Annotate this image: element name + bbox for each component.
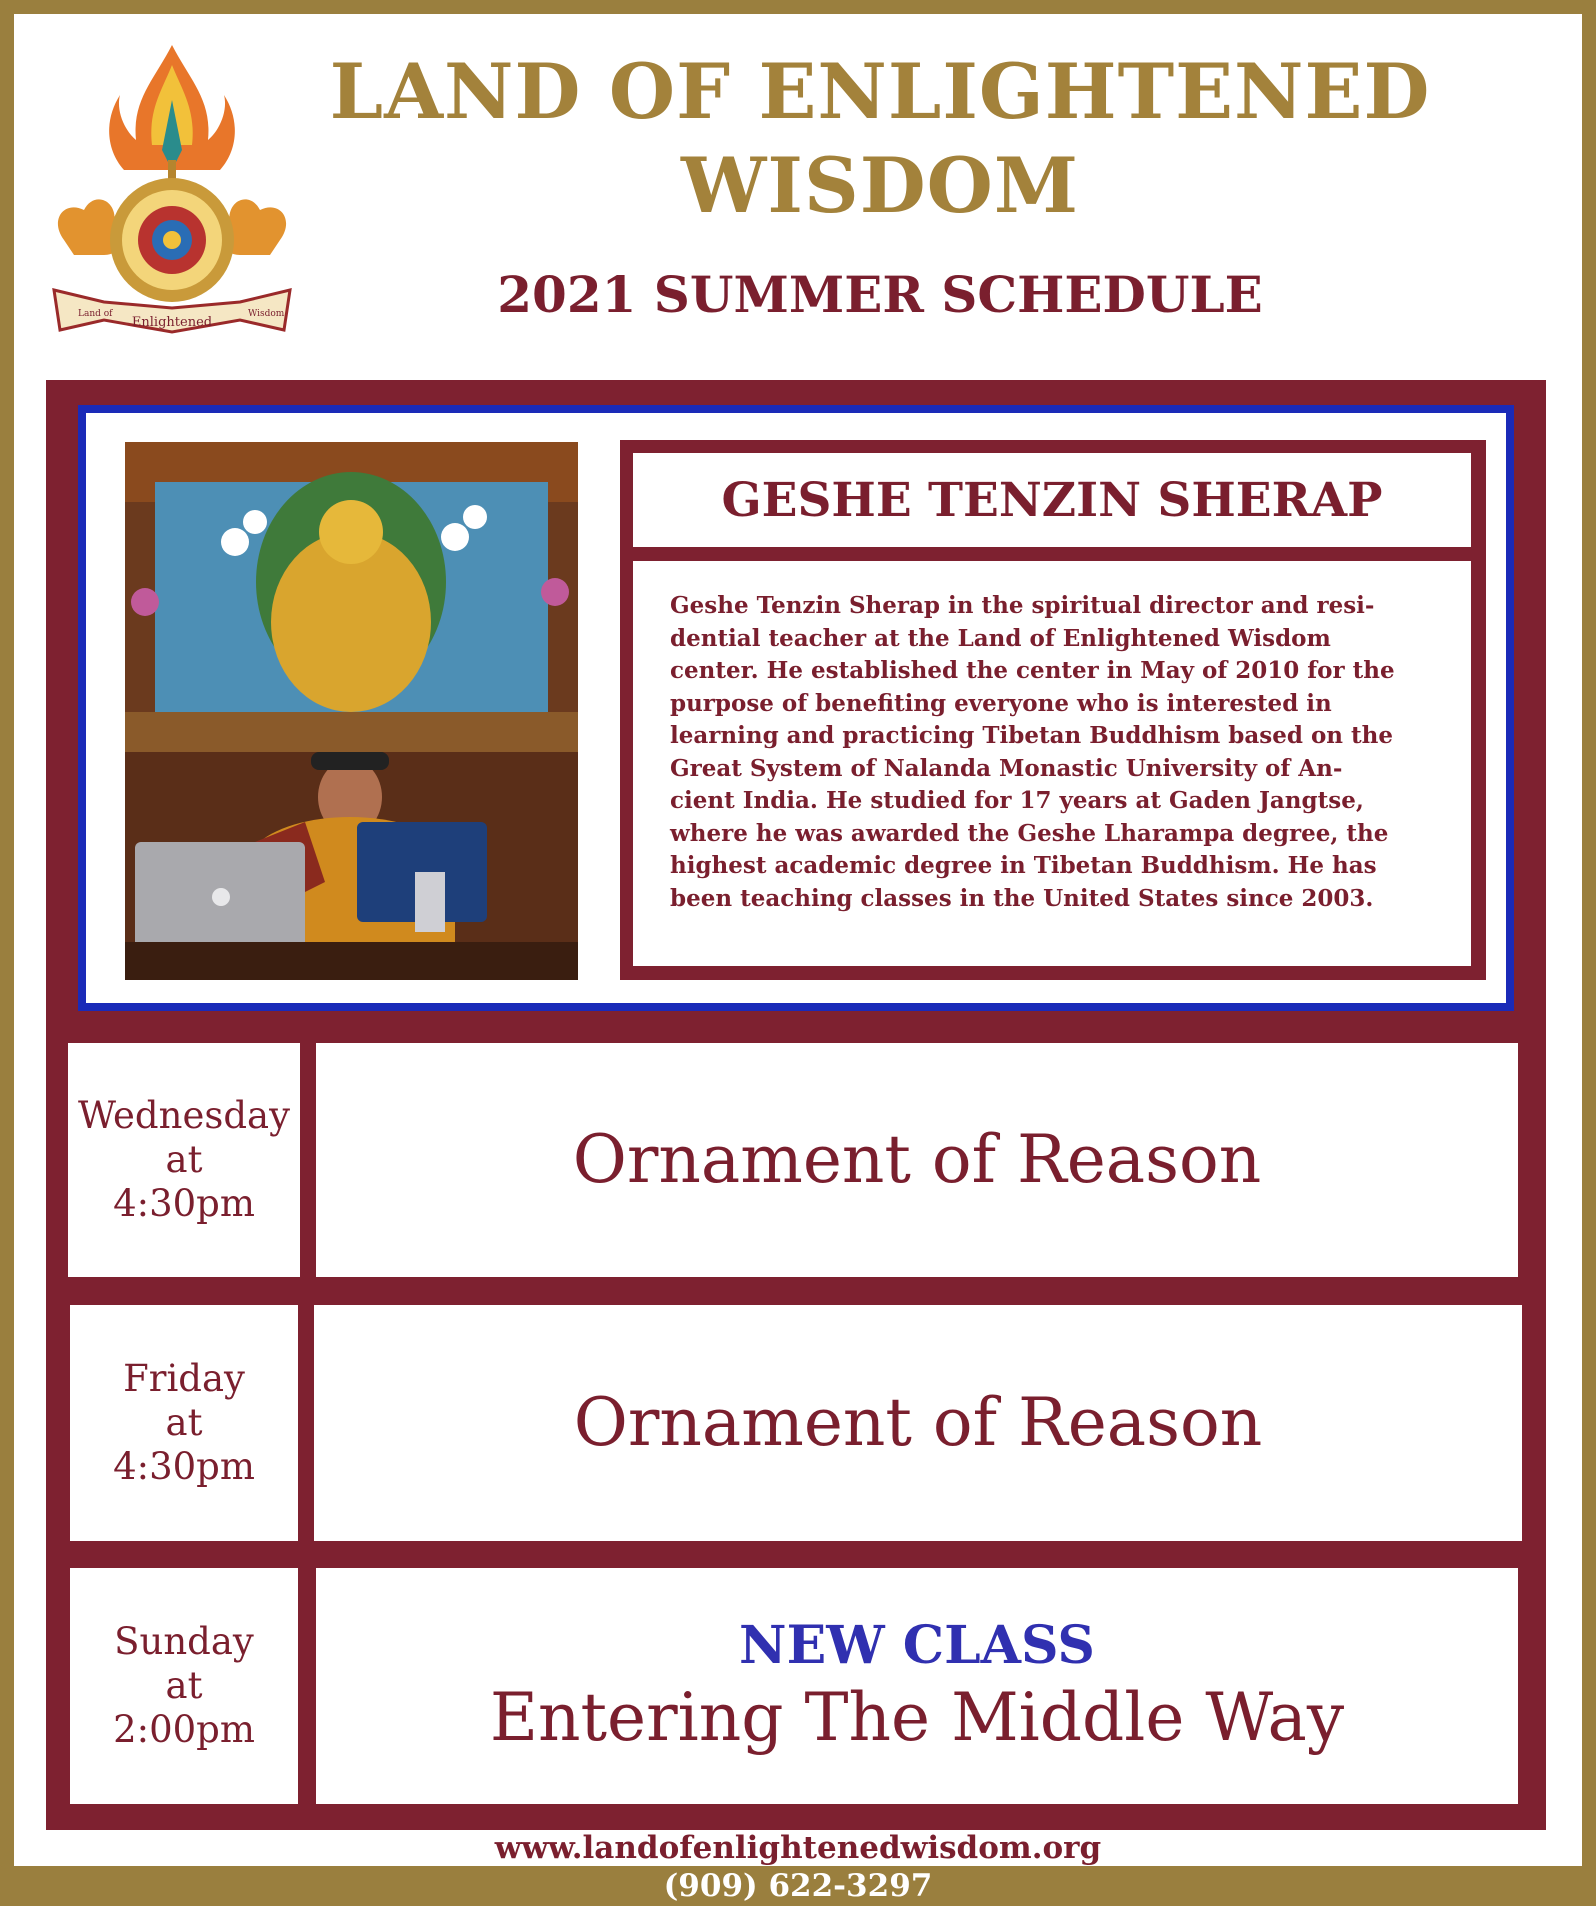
teacher-name: GESHE TENZIN SHERAP xyxy=(633,453,1471,547)
new-class-badge: NEW CLASS xyxy=(739,1615,1095,1676)
logo-text-center: Enlightened xyxy=(131,315,213,330)
schedule-class-cell xyxy=(316,1568,1518,1804)
day-at: at xyxy=(165,1664,203,1707)
phone-number: (909) 622-3297 xyxy=(663,1868,933,1904)
schedule-class-cell xyxy=(316,1043,1518,1277)
website-link[interactable]: www.landofenlightenedwisdom.org xyxy=(494,1830,1102,1866)
bio-line: highest academic degree in Tibetan Buddhism. He has xyxy=(670,852,1377,879)
schedule-day-cell xyxy=(70,1305,298,1541)
bio-line: learning and practicing Tibetan Buddhism based on the xyxy=(670,722,1394,749)
day-time: 4:30pm xyxy=(113,1182,255,1225)
class-title: Entering The Middle Way xyxy=(489,1679,1345,1756)
bio-line: Great System of Nalanda Monastic University of An- xyxy=(670,754,1343,782)
day-name: Sunday xyxy=(114,1620,254,1663)
day-name: Friday xyxy=(123,1357,245,1400)
bio-line: dential teacher at the Land of Enlightened Wisdom xyxy=(670,624,1331,652)
teacher-bio xyxy=(670,590,1440,915)
schedule-class-cell xyxy=(314,1305,1522,1541)
teacher-photo xyxy=(125,442,578,980)
flaming-vajra-emblem-icon xyxy=(44,40,300,340)
bio-line: where he was awarded the Geshe Lharampa degree, the xyxy=(670,819,1389,847)
logo-text-left: Land of xyxy=(78,309,113,319)
day-time: 2:00pm xyxy=(113,1708,255,1751)
day-at: at xyxy=(165,1401,203,1444)
schedule-day-cell xyxy=(70,1568,298,1804)
schedule-subtitle: 2021 SUMMER SCHEDULE xyxy=(497,265,1263,324)
schedule-day-cell xyxy=(68,1043,300,1277)
bio-line: been teaching classes in the United States since 2003. xyxy=(670,884,1374,912)
bio-line: center. He established the center in May of 2010 for the xyxy=(670,657,1395,684)
page-title xyxy=(300,45,1460,233)
bio-line: Geshe Tenzin Sherap in the spiritual director and resi- xyxy=(670,592,1375,619)
title-line-2: WISDOM xyxy=(680,141,1080,230)
day-time: 4:30pm xyxy=(113,1445,255,1488)
day-at: at xyxy=(165,1138,203,1181)
class-title: Ornament of Reason xyxy=(573,1384,1263,1461)
title-line-1: LAND OF ENLIGHTENED xyxy=(329,47,1431,136)
class-title: Ornament of Reason xyxy=(572,1121,1262,1198)
bio-line: cient India. He studied for 17 years at Gaden Jangtse, xyxy=(670,787,1364,814)
bio-line: purpose of benefiting everyone who is interested in xyxy=(670,689,1332,717)
logo-text-right: Wisdom xyxy=(248,309,285,319)
day-name: Wednesday xyxy=(78,1094,290,1137)
